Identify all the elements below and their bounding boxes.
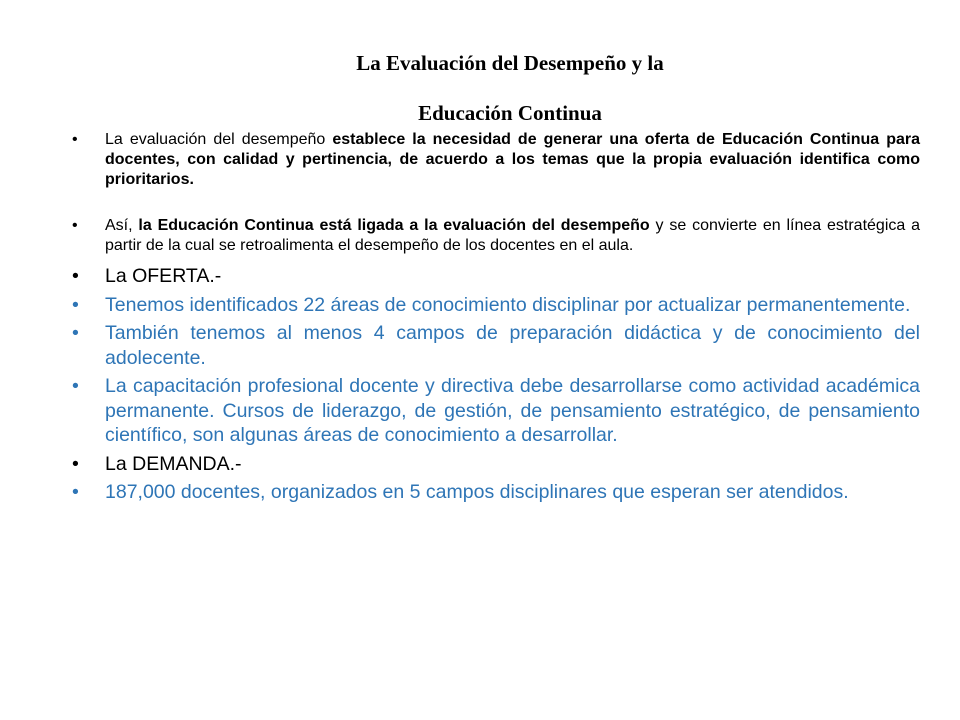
- bullet-oferta-heading: [72, 264, 920, 289]
- title-line-1: La Evaluación del Desempeño y la: [356, 51, 664, 75]
- bullet-text-bold: la Educación Continua está ligada a la evaluación del desempeño: [138, 217, 650, 234]
- slide-title: [160, 38, 860, 138]
- bullet-text-bold: establece la necesidad de generar una oferta de Educación Continua para docentes, con calidad y pertinencia, de acuerdo a los temas que la propia evaluación identifica como prioritarios.: [105, 131, 921, 188]
- bullet-areas-conocimiento: [72, 293, 920, 318]
- bullet-dot-icon: •: [72, 293, 79, 316]
- bullet-dot-icon: •: [72, 375, 79, 397]
- title-line-2: Educación Continua: [418, 101, 602, 125]
- bullet-evaluacion-oferta: [72, 130, 920, 190]
- bullet-campos-didactica: [72, 321, 920, 370]
- bullet-text: La capacitación profesional docente y directiva debe desarrollarse como actividad académica permanente. Cursos de liderazgo, de gestión, de pensamiento estratégico, de pensamiento científico, son algunas áreas de conocimiento a desarrollar.: [105, 375, 920, 446]
- bullet-dot-icon: •: [72, 452, 79, 475]
- bullet-text: La DEMANDA.-: [105, 452, 242, 475]
- bullet-dot-icon: •: [72, 217, 78, 234]
- bullet-dot-icon: •: [72, 131, 78, 148]
- bullet-text-normal: Así,: [105, 217, 139, 234]
- bullet-dot-icon: •: [72, 481, 79, 503]
- bullet-list: [72, 130, 920, 505]
- bullet-text: También tenemos al menos 4 campos de preparación didáctica y de conocimiento del adolecente.: [105, 322, 920, 369]
- bullet-text-normal: y se convierte en línea estratégica a partir de la cual se retroalimenta el desempeño de los docentes en el aula.: [105, 217, 921, 254]
- bullet-demanda-heading: [72, 452, 920, 477]
- bullet-dot-icon: •: [72, 265, 79, 287]
- bullet-dot-icon: •: [72, 322, 79, 344]
- bullet-educacion-ligada: [72, 216, 920, 256]
- bullet-text-normal: La evaluación del desempeño: [105, 131, 333, 148]
- bullet-text: Tenemos identificados 22 áreas de conocimiento disciplinar por actualizar permanentemente.: [105, 293, 911, 316]
- bullet-capacitacion: [72, 374, 920, 448]
- bullet-text: 187,000 docentes, organizados en 5 campos disciplinares que esperan ser atendidos.: [105, 481, 849, 503]
- bullet-text: La OFERTA.-: [105, 265, 222, 287]
- bullet-docentes: [72, 480, 920, 505]
